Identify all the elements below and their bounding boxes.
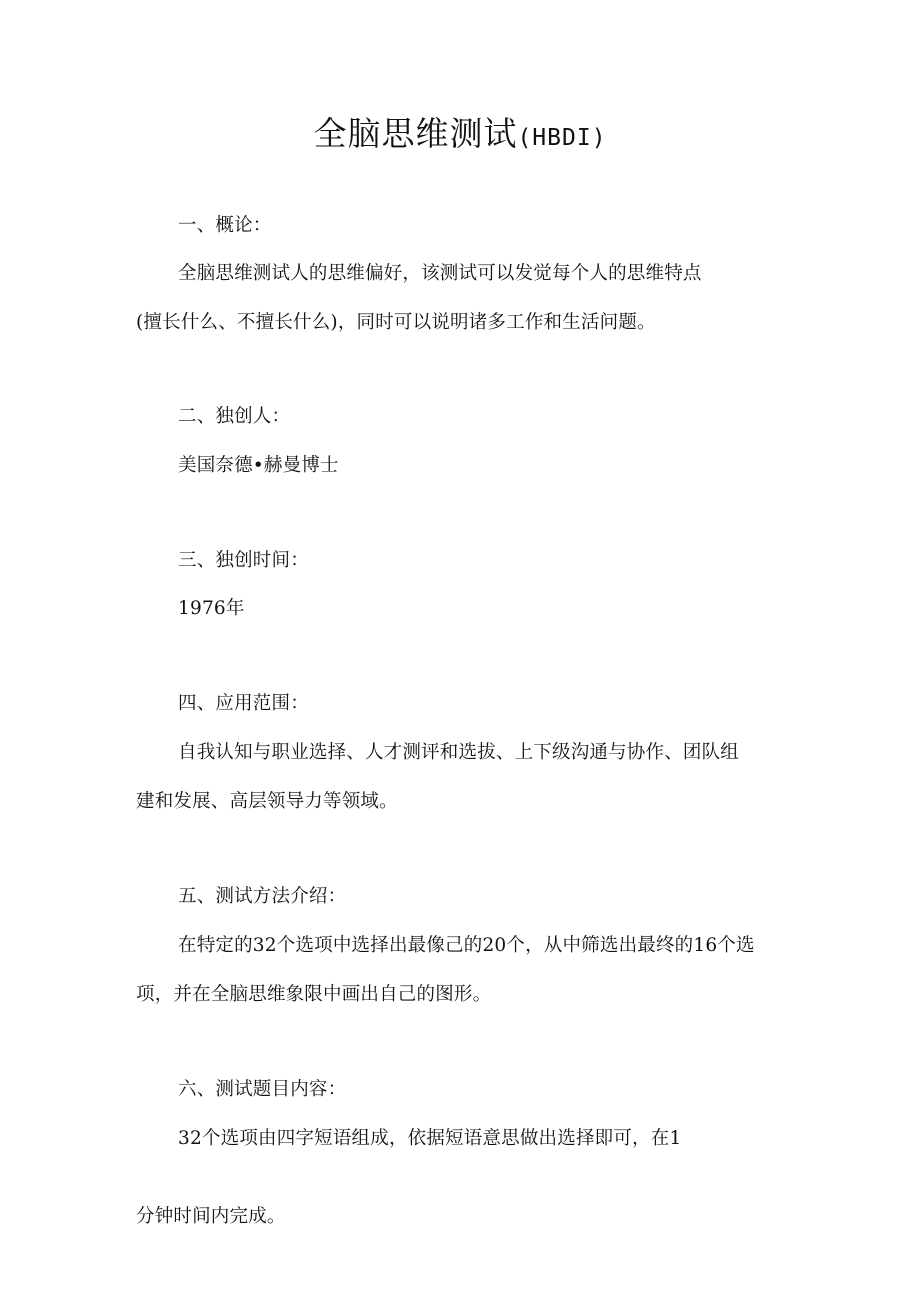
section-heading-scope: 四、应用范围：	[178, 693, 309, 714]
title-main: 全脑思维测试	[313, 114, 518, 153]
content-line-1: 32个选项由四字短语组成，依据短语意思做出选择即可，在1	[178, 1128, 682, 1149]
scope-line-1: 自我认知与职业选择、人才测评和选拔、上下级沟通与协作、团队组	[178, 742, 740, 763]
method-line-1: 在特定的32个选项中选择出最像己的20个，从中筛选出最终的16个选	[178, 935, 755, 956]
method-line-2: 项，并在全脑思维象限中画出自己的图形。	[136, 984, 492, 1005]
section-heading-content: 六、测试题目内容：	[178, 1079, 347, 1100]
page-title	[0, 112, 920, 160]
time-line-1: 1976年	[178, 598, 245, 619]
overview-line-2: (擅长什么、不擅长什么)，同时可以说明诸多工作和生活问题。	[136, 312, 656, 333]
overview-line-1: 全脑思维测试人的思维偏好，该测试可以发觉每个人的思维特点	[178, 263, 702, 284]
scope-line-2: 建和发展、高层领导力等领域。	[136, 791, 398, 812]
section-heading-founder: 二、独创人：	[178, 406, 291, 427]
founder-line-1: 美国奈德•赫曼博士	[178, 455, 339, 476]
content-line-2: 分钟时间内完成。	[136, 1206, 286, 1227]
section-heading-overview: 一、概论：	[178, 215, 272, 236]
section-heading-time: 三、独创时间：	[178, 550, 309, 571]
section-heading-method: 五、测试方法介绍：	[178, 886, 347, 907]
title-suffix: (HBDI)	[517, 125, 607, 151]
